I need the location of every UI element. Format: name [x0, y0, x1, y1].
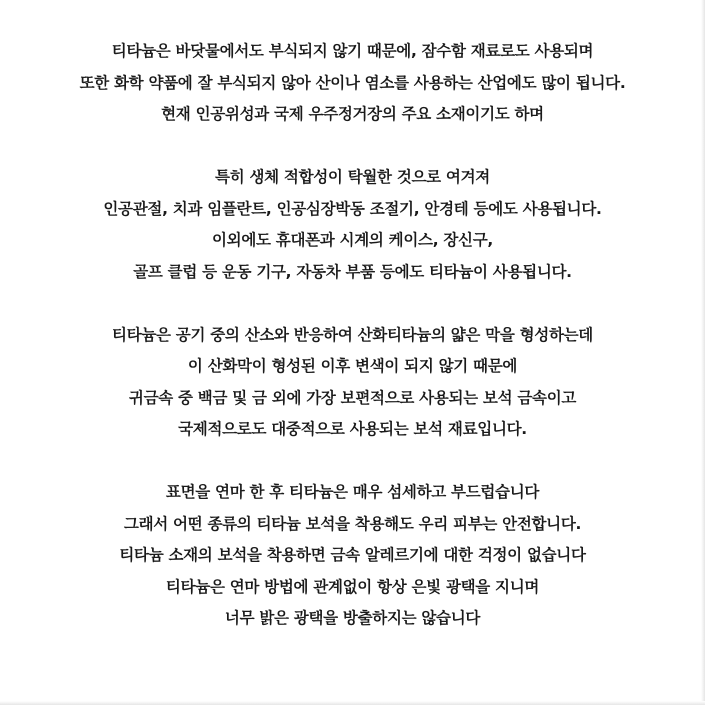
page-edge-shadow-right	[701, 0, 705, 705]
text-line: 귀금속 중 백금 및 금 외에 가장 보편적으로 사용되는 보석 금속이고	[128, 388, 577, 407]
text-line: 특히 생체 적합성이 탁월한 것으로 여겨져	[215, 168, 490, 186]
text-line: 인공관절, 치과 임플란트, 인공심장박동 조절기, 안경테 등에도 사용됩니다.	[103, 199, 602, 218]
text-line: 표면을 연마 한 후 티타늄은 매우 섬세하고 부드럽습니다	[165, 483, 540, 501]
text-line: 또한 화학 약품에 잘 부식되지 않아 산이나 염소를 사용하는 산업에도 많이 됩니다.	[79, 73, 626, 92]
paragraph-1	[0, 36, 705, 131]
text-line: 티타늄은 연마 방법에 관계없이 항상 은빛 광택을 지니며	[165, 577, 540, 596]
text-line: 그래서 어떤 종류의 티타늄 보석을 착용해도 우리 피부는 안전합니다.	[123, 514, 582, 533]
text-line: 골프 클럽 등 운동 기구, 자동차 부품 등에도 티타늄이 사용됩니다.	[133, 262, 572, 281]
text-line: 티타늄은 공기 중의 산소와 반응하여 산화티타늄의 얇은 막을 형성하는데	[112, 325, 593, 344]
page-edge-shadow-bottom	[0, 701, 705, 705]
text-line: 국제적으로도 대중적으로 사용되는 보석 재료입니다.	[178, 420, 527, 438]
text-line: 이 산화막이 형성된 이후 변색이 되지 않기 때문에	[187, 357, 518, 375]
text-line: 이외에도 휴대폰과 시계의 케이스, 장신구,	[211, 231, 493, 249]
paragraph-spacer	[0, 131, 705, 163]
document-body	[0, 36, 705, 635]
text-line: 현재 인공위성과 국제 우주정거장의 주요 소재이기도 하며	[161, 105, 544, 123]
paragraph-4	[0, 477, 705, 635]
text-line: 티타늄은 바닷물에서도 부식되지 않기 때문에, 잠수함 재료로도 사용되며	[111, 42, 594, 60]
paragraph-spacer	[0, 446, 705, 478]
paragraph-spacer	[0, 288, 705, 320]
text-line: 티타늄 소재의 보석을 착용하면 금속 알레르기에 대한 걱정이 없습니다	[119, 546, 586, 564]
text-line: 너무 밝은 광택을 방출하지는 않습니다	[224, 609, 481, 627]
paragraph-2	[0, 162, 705, 288]
paragraph-3	[0, 320, 705, 446]
